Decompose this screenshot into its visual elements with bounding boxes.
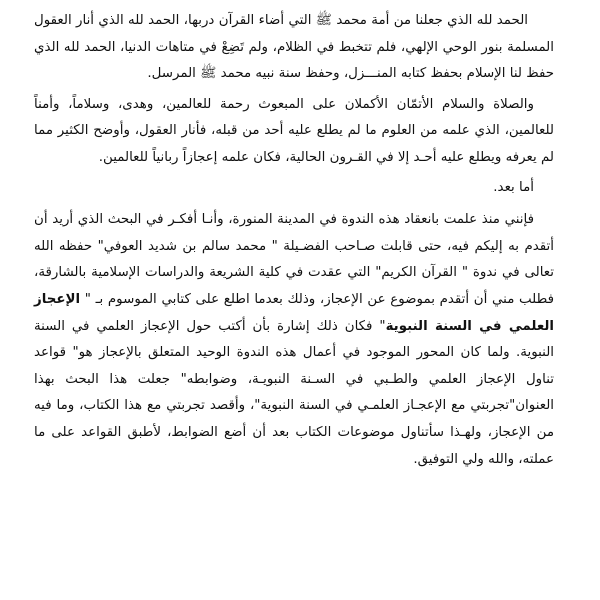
paragraph-praise: الحمد لله الذي جعلنا من أمة محمد ﷺ التي أضاء القرآن دربها، الحمد لله الذي أنار العقول المسلمة بنور الوحي الإلهي، فلم تتخبط في الظلام، ولم تَضِعْ في متاهات الدنيا، الحمد لله الذي حفظ لنا الإسلام بحفظ كتابه المنـــزل، وحفظ سنة نبيه محمد ﷺ المرسل.	[34, 13, 554, 82]
book-title: الإعجاز العلمي في السنة النبوية	[34, 291, 554, 334]
paragraph-research-intro	[34, 207, 554, 473]
paragraph-salutation: والصلاة والسلام الأتمّان الأكملان على المبعوث رحمة للعالمين، وهدى، وسلاماً، وأمناً للعالمين، الذي علمه من العلوم ما لم يطلع عليه أحد من قبله، فأنار العقول، وأوضح الكثير مما لم يعرفه ويطلع عليه أحـد إلا في القـرون الحالية، فكان علمه إعجازاً ربانياً للعالمين.	[34, 96, 554, 165]
paragraph-research-intro-part1: فإنني منذ علمت بانعقاد هذه الندوة في المدينة المنورة، وأنـا أفكـر في البحث الذي أريد أن أتقدم به إليكم فيه، حتى قابلت صـاحب الفضـيلة " محمد سالم بن شديد العوفي" حفظه الله تعالى في ندوة " القرآن الكريم" التي عقدت في كلية الشريعة والدراسات الإسلامية بالشارقة، فطلب مني أن أتقدم بموضوع عن الإعجاز، وذلك بعدما اطلع على كتابي الموسوم بـ "	[34, 212, 554, 307]
paragraph-amma-baad: أما بعد.	[493, 179, 534, 195]
document-page	[34, 8, 554, 473]
paragraph-research-intro-part2: " فكان ذلك إشارة بأن أكتب حول الإعجاز العلمي في السنة النبوية. ولما كان المحور الموجود في أعمال هذه الندوة الوحيد المتعلق بالإعجاز هو" قواعد تناول الإعجاز العلمي والطـبي في السـنة النبويـة، وضوابطه" جعلت هذا البحث بهذا العنوان"تجربتي مع الإعجـاز العلمـي في السنة النبوية"، وأقصد تجربتي مع هذا الكتاب، وما فيه من الإعجاز، ولهـذا سأتناول موضوعات الكتاب بعد أن أضع الضوابط، لأطبق القواعد على ما عملته، والله ولي التوفيق.	[34, 318, 554, 467]
